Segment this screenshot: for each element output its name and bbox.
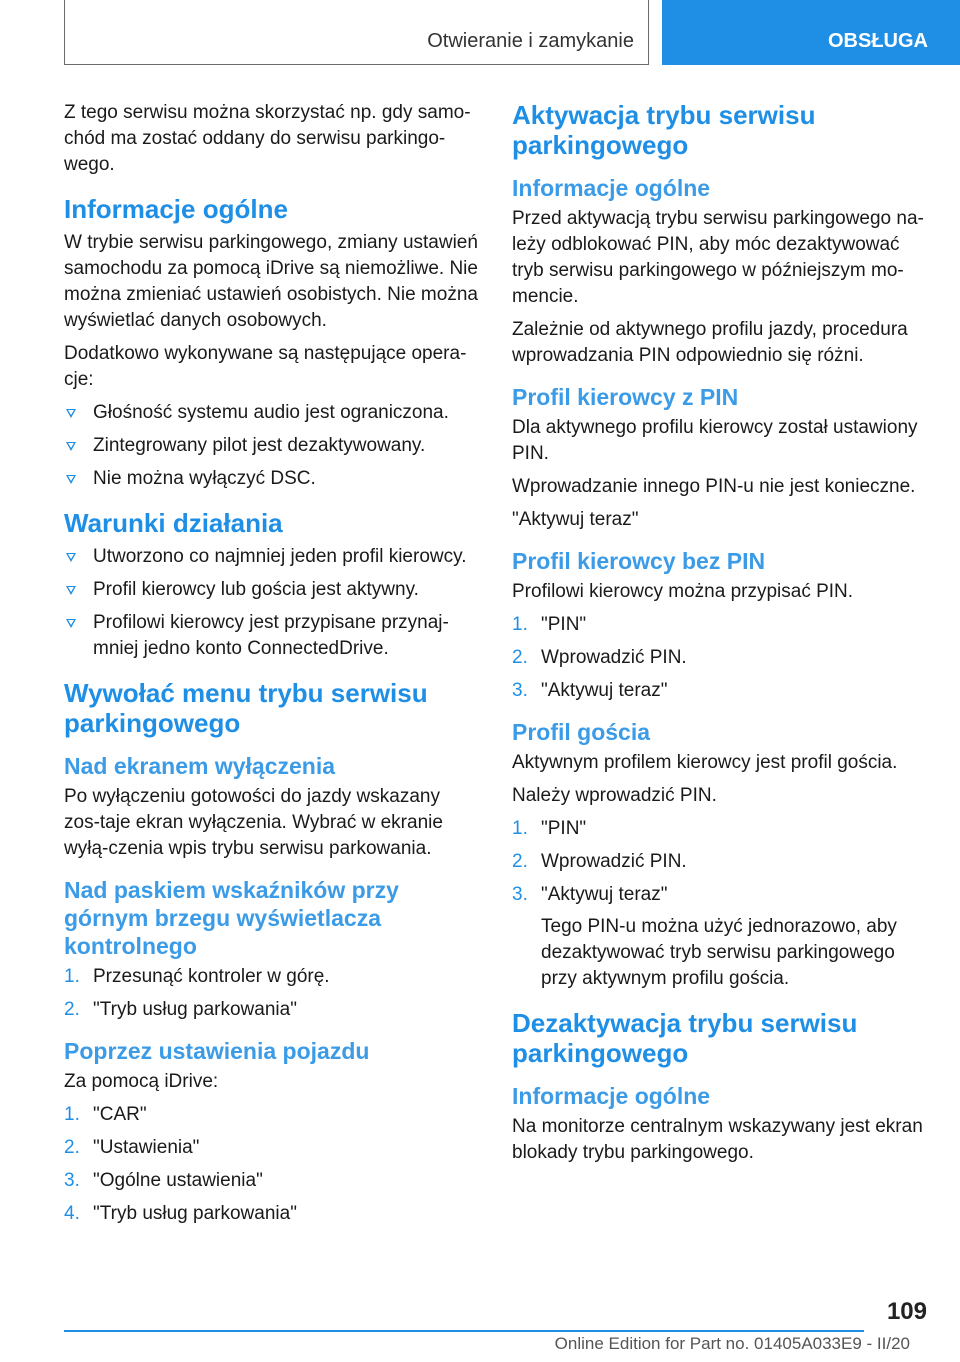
list-item: 1. "CAR": [64, 1104, 147, 1125]
list-item: Głośność systemu audio jest ograniczona.: [64, 400, 480, 426]
step-list: [512, 612, 928, 704]
subheading-profil-bez-pin: Profil kierowcy bez PIN: [512, 548, 766, 574]
paragraph: "Aktywuj teraz": [512, 509, 639, 530]
bullet-list-operations: [64, 400, 480, 492]
list-item: 1. "PIN": [512, 818, 587, 839]
subheading-profil-goscia: Profil gościa: [512, 719, 651, 745]
paragraph: Profilowi kierowcy można przypisać PIN.: [512, 581, 854, 602]
list-item: 3. "Aktywuj teraz" Tego PIN-u można użyć jednorazowo, aby dezaktywować tryb serwisu parkingowego przy aktywnym profilu gościa.: [512, 882, 928, 992]
step-list: [64, 1102, 480, 1227]
page-number: 109: [886, 1298, 927, 1325]
list-item: Utworzono co najmniej jeden profil kierowcy.: [64, 544, 480, 570]
list-item: 3. "Aktywuj teraz": [512, 680, 668, 701]
paragraph: Aktywnym profilem kierowcy jest profil gościa.: [512, 752, 898, 773]
right-column: [512, 100, 928, 1173]
subheading-informacje: Informacje ogólne: [512, 1083, 711, 1109]
left-column: [64, 100, 480, 1234]
subheading-pasek: Nad paskiem wskaźników przy górnym brzegu wyświetlacza kontrolnego: [64, 877, 399, 959]
section-heading-warunki: Warunki działania: [64, 508, 283, 538]
paragraph: W trybie serwisu parkingowego, zmiany ustawień samochodu za pomocą iDrive są niemożliwe. Nie można zmieniać ustawień osobistych. Nie można wyświetlać danych osobowych.: [64, 232, 478, 331]
list-item: 3. "Ogólne ustawienia": [64, 1170, 263, 1191]
bullet-triangle-icon: [66, 475, 76, 484]
subheading-ekran: Nad ekranem wyłączenia: [64, 753, 336, 779]
paragraph: Dla aktywnego profilu kierowcy został ustawiony PIN.: [512, 417, 918, 464]
intro-paragraph: Z tego serwisu można skorzystać np. gdy samo-chód ma zostać oddany do serwisu parkingo-wego.: [64, 102, 471, 175]
subheading-profil-z-pin: Profil kierowcy z PIN: [512, 384, 739, 410]
footer-divider: [64, 1330, 864, 1332]
list-item: Profilowi kierowcy jest przypisane przynaj-mniej jedno konto ConnectedDrive.: [64, 610, 480, 662]
section-tab: [662, 0, 960, 65]
bullet-triangle-icon: [66, 442, 76, 451]
list-item: 2. Wprowadzić PIN.: [512, 851, 687, 872]
list-item: Profil kierowcy lub gościa jest aktywny.: [64, 577, 480, 603]
list-item: 1. "PIN": [512, 614, 587, 635]
list-item: 4. "Tryb usług parkowania": [64, 1203, 297, 1224]
paragraph: Dodatkowo wykonywane są następujące opera-cje:: [64, 343, 467, 390]
paragraph: Zależnie od aktywnego profilu jazdy, procedura wprowadzania PIN odpowiednio się różni.: [512, 319, 908, 366]
paragraph: Na monitorze centralnym wskazywany jest ekran blokady trybu parkingowego.: [512, 1116, 923, 1163]
section-tab-label: OBSŁUGA: [828, 30, 928, 52]
list-item: 2. "Tryb usług parkowania": [64, 999, 297, 1020]
bullet-triangle-icon: [66, 409, 76, 418]
list-item: 1. Przesunąć kontroler w górę.: [64, 966, 330, 987]
step-list: [512, 816, 928, 992]
section-heading-informacje: Informacje ogólne: [64, 194, 288, 224]
subheading-ustawienia: Poprzez ustawienia pojazdu: [64, 1038, 370, 1064]
step-note: Tego PIN-u można użyć jednorazowo, aby dezaktywować tryb serwisu parkingowego przy aktywnym profilu gościa.: [541, 916, 897, 989]
list-item: 2. "Ustawienia": [64, 1137, 200, 1158]
section-heading-dezaktywacja: Dezaktywacja trybu serwisu parkingowego: [512, 1008, 858, 1068]
section-heading-wywolac: Wywołać menu trybu serwisu parkingowego: [64, 678, 428, 738]
subheading-informacje: Informacje ogólne: [512, 175, 711, 201]
paragraph: Wprowadzanie innego PIN-u nie jest konieczne.: [512, 476, 916, 497]
paragraph: Za pomocą iDrive:: [64, 1071, 219, 1092]
list-item: Zintegrowany pilot jest dezaktywowany.: [64, 433, 480, 459]
bullet-triangle-icon: [66, 586, 76, 595]
header-title-box: [64, 0, 649, 65]
list-item: Nie można wyłączyć DSC.: [64, 466, 480, 492]
paragraph: Należy wprowadzić PIN.: [512, 785, 717, 806]
paragraph: Przed aktywacją trybu serwisu parkingowego na-leży odblokować PIN, aby móc dezaktywować tryb serwisu parkingowego w późniejszym mo-mencie.: [512, 208, 924, 307]
bullet-triangle-icon: [66, 553, 76, 562]
paragraph: Po wyłączeniu gotowości do jazdy wskazany zos-taje ekran wyłączenia. Wybrać w ekranie wyłą-czenia wpis trybu serwisu parkowania.: [64, 786, 443, 859]
bullet-list-conditions: [64, 544, 480, 662]
step-list: [64, 964, 480, 1023]
list-item: 2. Wprowadzić PIN.: [512, 647, 687, 668]
chapter-title: Otwieranie i zamykanie: [427, 30, 634, 52]
footer-edition: Online Edition for Part no. 01405A033E9 - II/20: [554, 1334, 910, 1353]
bullet-triangle-icon: [66, 619, 76, 628]
section-heading-aktywacja: Aktywacja trybu serwisu parkingowego: [512, 100, 816, 160]
